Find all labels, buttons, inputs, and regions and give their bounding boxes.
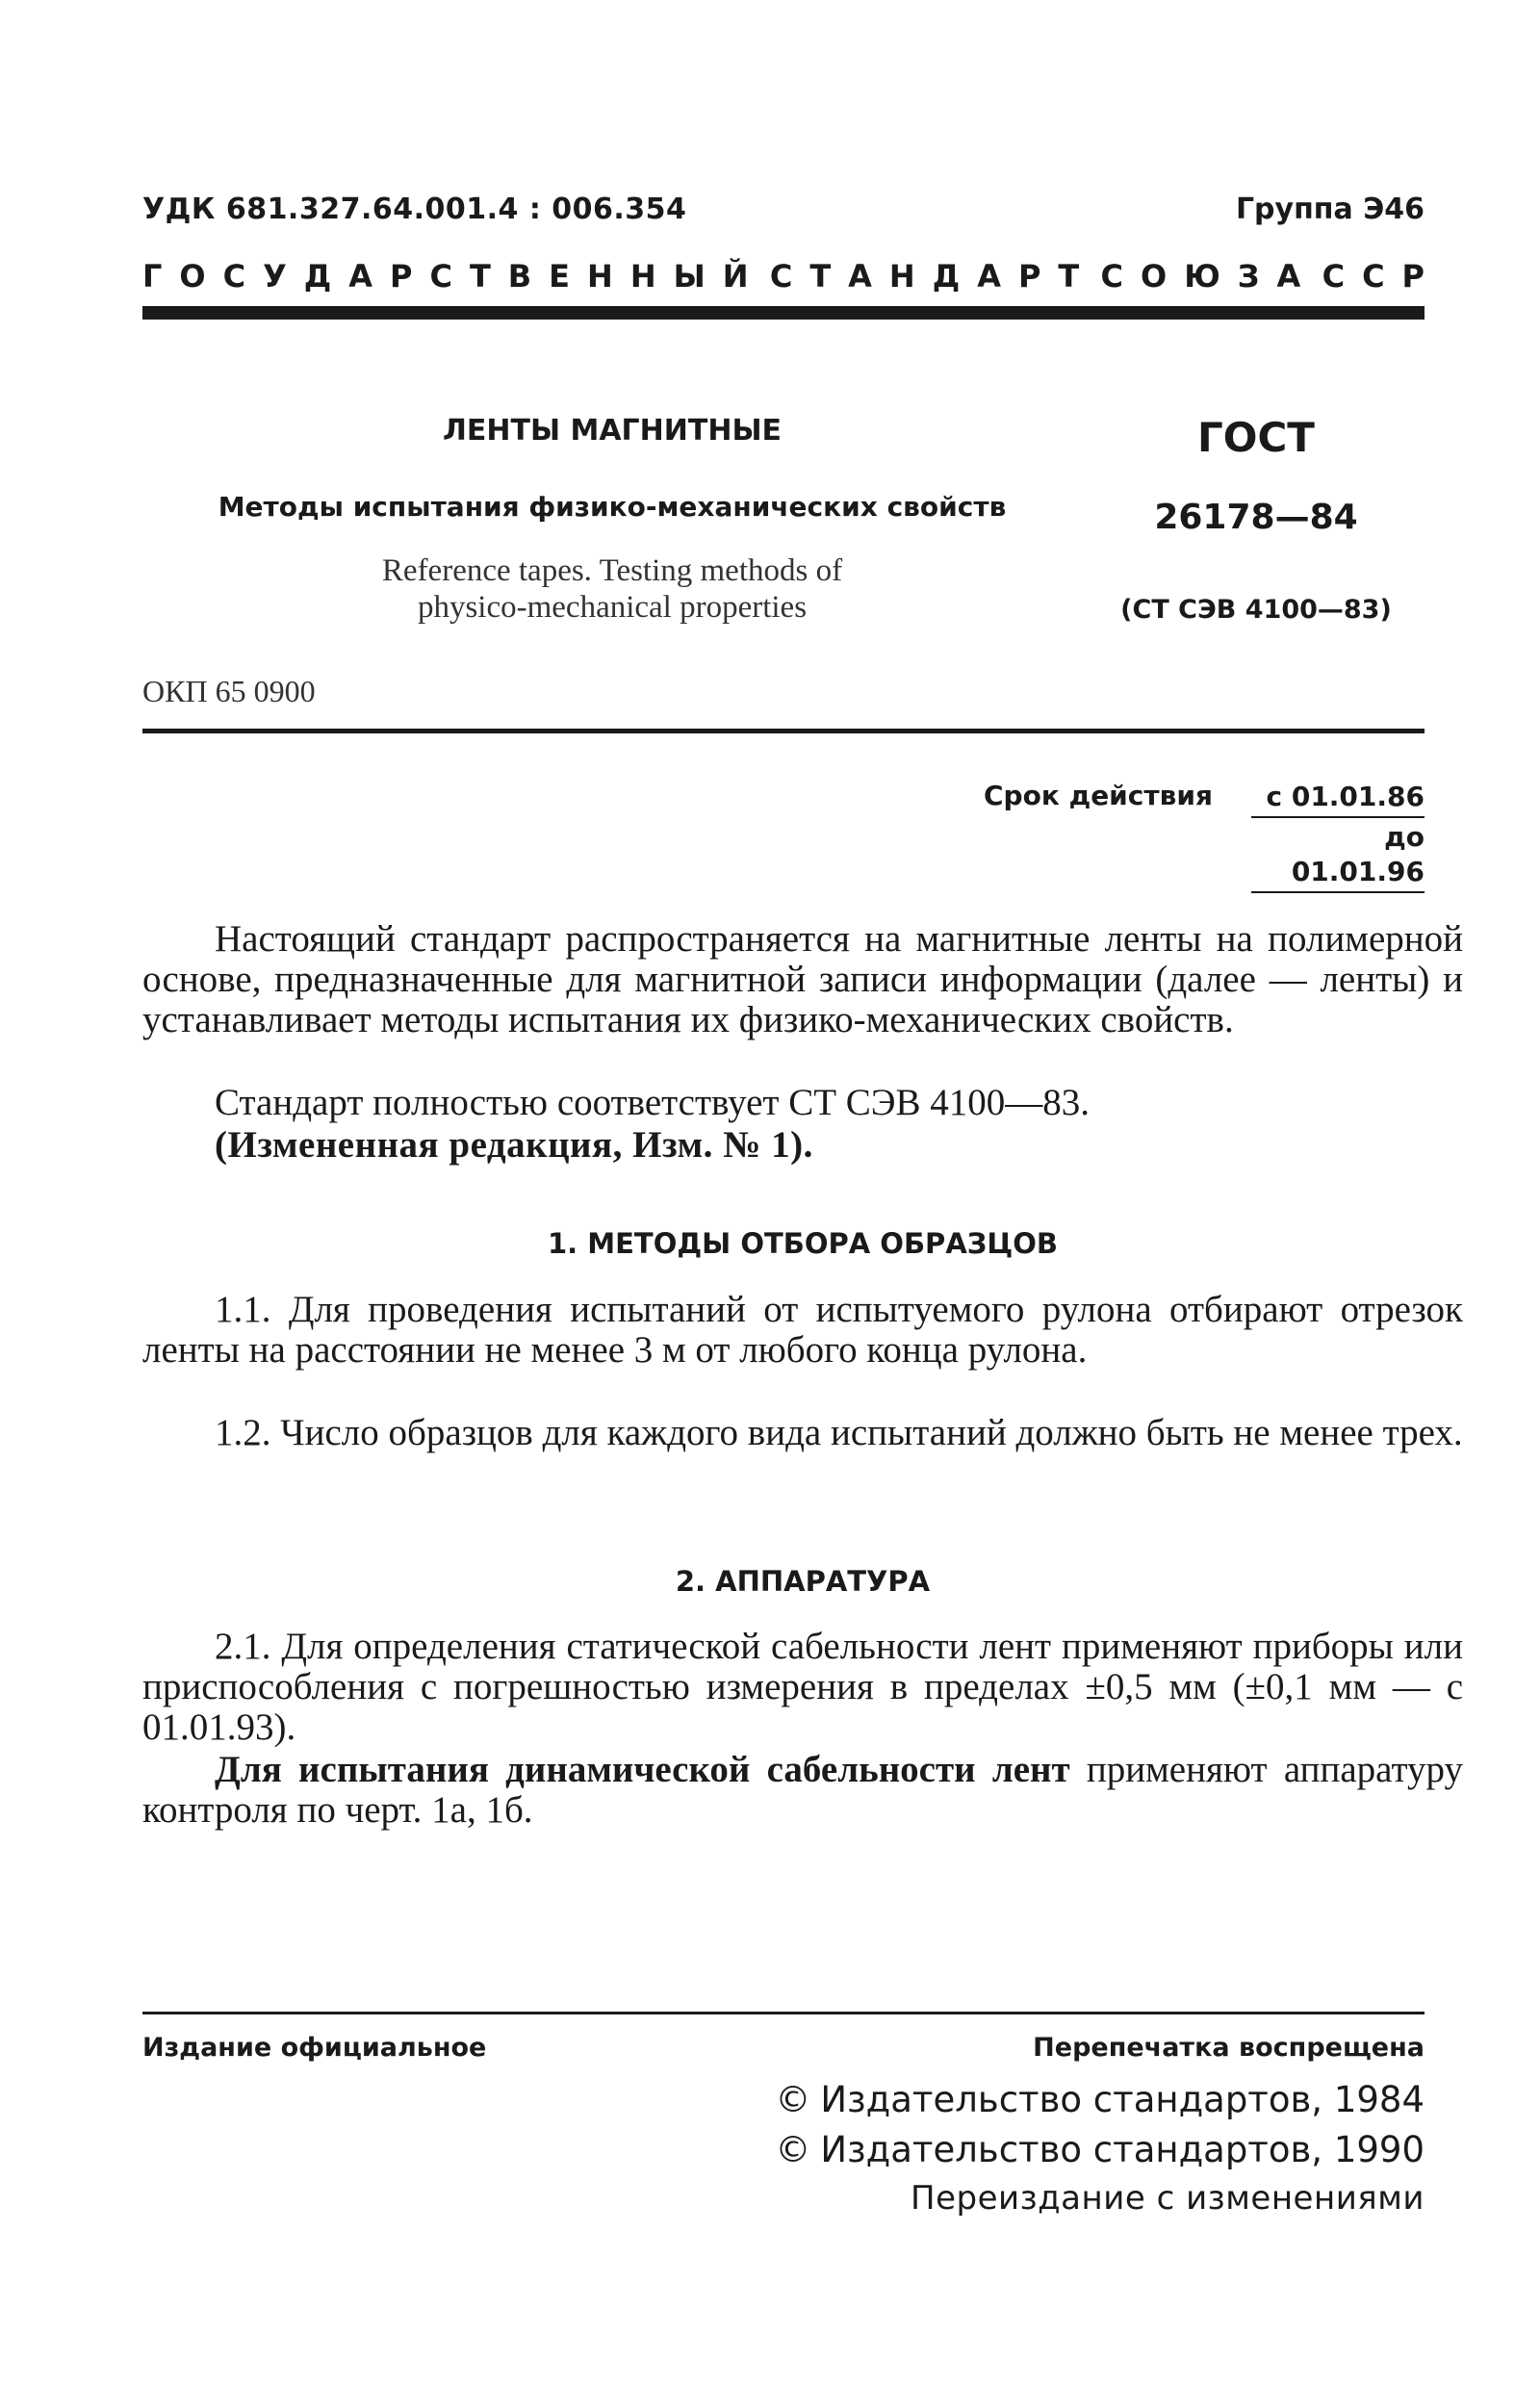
banner-letter: Д: [303, 258, 332, 295]
banner-letter: С: [222, 258, 246, 295]
copyright-1984: [775, 2079, 1424, 2120]
banner-letter: А: [1276, 258, 1301, 295]
reissue-note: Переиздание с изменениями: [911, 2179, 1424, 2218]
validity-from: с 01.01.86: [1251, 778, 1424, 818]
english-title: [189, 552, 1036, 626]
banner-letter: Р: [1401, 258, 1424, 295]
validity-dates: [1251, 778, 1424, 893]
english-title-line-2: physico-mechanical properties: [417, 590, 808, 625]
footer-divider: [142, 2012, 1424, 2014]
banner-letter: С: [1100, 258, 1124, 295]
copyright-icon: ©: [775, 2079, 811, 2120]
section-2-heading: 2. АППАРАТУРА: [675, 1565, 931, 1598]
banner-word-2: [770, 258, 1079, 295]
clause-1-2: 1.2. Число образцов для каждого вида испытаний должно быть не менее трех.: [215, 1412, 1463, 1453]
banner-letter: Н: [888, 258, 915, 295]
banner-letter: Ю: [1184, 258, 1220, 295]
clause-2-1-rest: применяют аппаратуру контроля по черт. 1а, 1б.: [142, 1749, 1463, 1831]
header-divider: [142, 306, 1424, 320]
document-title: ЛЕНТЫ МАГНИТНЫЕ: [442, 414, 783, 448]
reprint-prohibited-label: Перепечатка воспрещена: [1033, 2033, 1424, 2063]
group-code: Группа Э46: [1235, 192, 1424, 226]
banner-letter: У: [263, 258, 287, 295]
banner-letter: О: [179, 258, 206, 295]
banner-letter: С: [1322, 258, 1346, 295]
banner-letter: Т: [1058, 258, 1080, 295]
udk-code: УДК 681.327.64.001.4 : 006.354: [142, 192, 687, 226]
banner-letter: С: [769, 258, 793, 295]
banner-letter: Ы: [673, 258, 706, 295]
clause-2-1-continued: [142, 1750, 1463, 1831]
intro-paragraph: Настоящий стандарт распространяется на магнитные ленты на полимерной основе, предназначенные для магнитной записи информации (далее — ленты) и устанавливает методы испытания их физико-механических свойств.: [142, 918, 1463, 1040]
banner-letter: Е: [549, 258, 571, 295]
copyright-1990-text: Издательство стандартов, 1990: [820, 2129, 1424, 2170]
amendment-note: (Измененная редакция, Изм. № 1).: [215, 1124, 813, 1166]
banner-letter: О: [1141, 258, 1168, 295]
banner-letter: З: [1237, 258, 1260, 295]
clause-1-1: 1.1. Для проведения испытаний от испытуемого рулона отбирают отрезок ленты на расстоянии не менее 3 м от любого конца рулона.: [142, 1289, 1463, 1371]
banner-letter: Г: [142, 258, 163, 295]
document-subtitle: Методы испытания физико-механических свойств: [218, 491, 1007, 523]
banner-letter: А: [348, 258, 373, 295]
banner-letter: Й: [722, 258, 749, 295]
banner-letter: С: [1362, 258, 1385, 295]
banner-letter: Р: [390, 258, 413, 295]
gost-number: 26178—84: [1154, 498, 1358, 537]
banner-letter: С: [429, 258, 452, 295]
banner-letter: Т: [469, 258, 491, 295]
banner-letter: Т: [809, 258, 832, 295]
okp-code: ОКП 65 0900: [142, 674, 316, 708]
english-title-line-1: Reference tapes. Testing methods of: [381, 553, 843, 588]
banner-letter: Д: [932, 258, 961, 295]
banner-letter: Р: [1017, 258, 1041, 295]
banner-word-1: [142, 258, 749, 295]
clause-2-1-bold-part: Для испытания динамической сабельности лент: [215, 1749, 1070, 1790]
banner-letter: Н: [629, 258, 656, 295]
title-divider: [142, 729, 1424, 733]
copyright-1984-text: Издательство стандартов, 1984: [820, 2079, 1424, 2120]
banner-letter: В: [507, 258, 532, 295]
banner-word-3: [1101, 258, 1301, 295]
validity-to: до 01.01.96: [1251, 818, 1424, 893]
banner-letter: А: [977, 258, 1001, 295]
official-edition-label: Издание официальное: [142, 2033, 487, 2063]
standard-banner: [142, 255, 1424, 297]
banner-word-4: [1322, 258, 1424, 295]
banner-letter: А: [848, 258, 872, 295]
copyright-1990: [775, 2129, 1424, 2170]
validity-label: Срок действия: [984, 780, 1213, 811]
compliance-statement: Стандарт полностью соответствует СТ СЭВ 4100—83.: [215, 1082, 1091, 1123]
banner-letter: Н: [587, 258, 613, 295]
gost-label: ГОСТ: [1197, 414, 1315, 461]
copyright-icon: ©: [775, 2129, 811, 2170]
st-sev-reference: (СТ СЭВ 4100—83): [1120, 595, 1392, 625]
clause-2-1: 2.1. Для определения статической сабельности лент применяют приборы или приспособления с погрешностью измерения в пределах ±0,5 мм (±0,1 мм — с 01.01.93).: [142, 1626, 1463, 1748]
section-1-heading: 1. МЕТОДЫ ОТБОРА ОБРАЗЦОВ: [547, 1227, 1059, 1260]
